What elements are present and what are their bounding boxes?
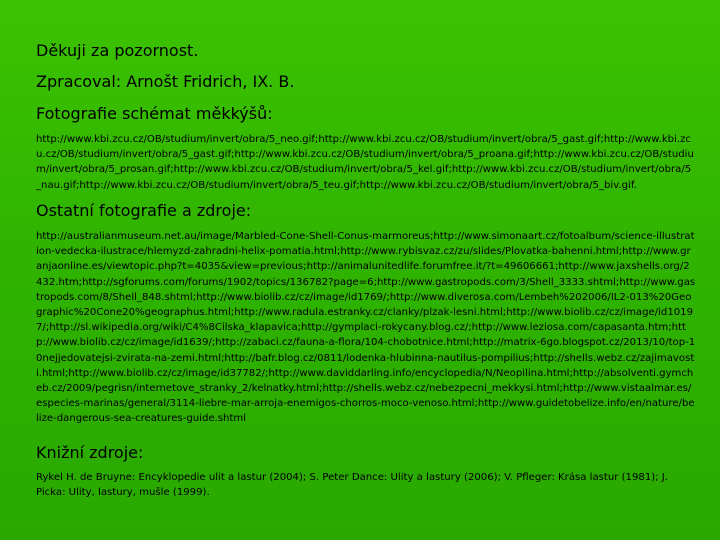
photos-links: http://www.kbi.zcu.cz/OB/studium/invert/obra/5_neo.gif;http://www.kbi.zcu.cz/OB/studium/invert/obra/5_gast.gif;http://www.kbi.zcu.cz/OB/studium/invert/obra/5_gast.gif;http://www.kbi.zcu.cz/OB/studium/invert/obra/5_proana.gif;http://www.kbi.zcu.cz/OB/studium/invert/obra/5_prosan.gif;http://www.kbi.zcu.cz/OB/studium/invert/obra/5_kel.gif;http://www.kbi.zcu.cz/OB/studium/invert/obra/5_nau.gif;http://www.kbi.zcu.cz/OB/studium/invert/obra/5_teu.gif;http://www.kbi.zcu.cz/OB/studium/invert/obra/5_biv.gif.: [36, 134, 694, 191]
author-text: Zpracoval: Arnošt Fridrich, IX. B.: [36, 72, 295, 91]
books-heading: Knižní zdroje:: [36, 443, 144, 462]
thanks-text: Děkuji za pozornost.: [36, 41, 199, 60]
other-links: http://australianmuseum.net.au/image/Marbled-Cone-Shell-Conus-marmoreus;http://www.simonaart.cz/fotoalbum/science-illustration-vedecka-ilustrace/hlemyzd-zahradni-helix-pomatia.html;http://www.rybisvaz.cz/zu/slides/Plovatka-bahenni.html;http://www.granjaonline.es/viewtopic.php?t=4035&view=previous;http://animalunitedlife.forumfree.it/?t=49606661;http://www.jaxshells.org/2432.htm;http://sgforums.com/forums/1902/topics/136782?page=6;http://www.gastropods.com/3/Shell_3333.shtml;http://www.gastropods.com/8/Shell_848.shtml;http://www.biolib.cz/cz/image/id1769/;http://www.diverosa.com/Lembeh%202006/IL2-013%20Geographic%20Cone20%geographus.html;http://www.radula.estranky.cz/clanky/plzak-lesni.html;http://www.biolib.cz/cz/image/id10197/;http://sl.wikipedia.org/wiki/C4%8Cilska_klapavica;http://gymplaci-rokycany.blog.cz/;http://www.leziosa.com/capasanta.htm;http://www.biolib.cz/cz/image/id1639/;http://zabaci.cz/fauna-a-flora/104-chobotnice.html;http://matrix-6go.blogspot.cz/2013/10/top-10nejjedovatejsi-zvirata-na-zemi.html;http://bafr.blog.cz/0811/lodenka-hlubinna-nautilus-pompilius;http://shells.webz.cz/zajimavosti.html;http://www.biolib.cz/cz/image/id37782/;http://www.daviddarling.info/encyclopedia/N/Neopilina.html;http://absolventi.gymcheb.cz/2009/pegrisn/internetove_stranky_2/kelnatky.html;http://shells.webz.cz/nebezpecni_mekkysi.html;http://www.vistaalmar.es/especies-marinas/general/3114-liebre-mar-arroja-enemigos-chorros-moco-venoso.html;http://www.guidetobelize.info/en/nature/belize-dangerous-sea-creatures-guide.shtml: [36, 231, 696, 425]
photos-heading: Fotografie schémat měkkýšů:: [36, 104, 273, 123]
books-text: Rykel H. de Bruyne: Encyklopedie ulit a lastur (2004); S. Peter Dance: Ulity a lastury (2006); V. Pfleger: Krása lastur (1981); J. Picka: Ulity, lastury, mušle (1999).: [36, 472, 668, 499]
other-heading: Ostatní fotografie a zdroje:: [36, 201, 252, 220]
